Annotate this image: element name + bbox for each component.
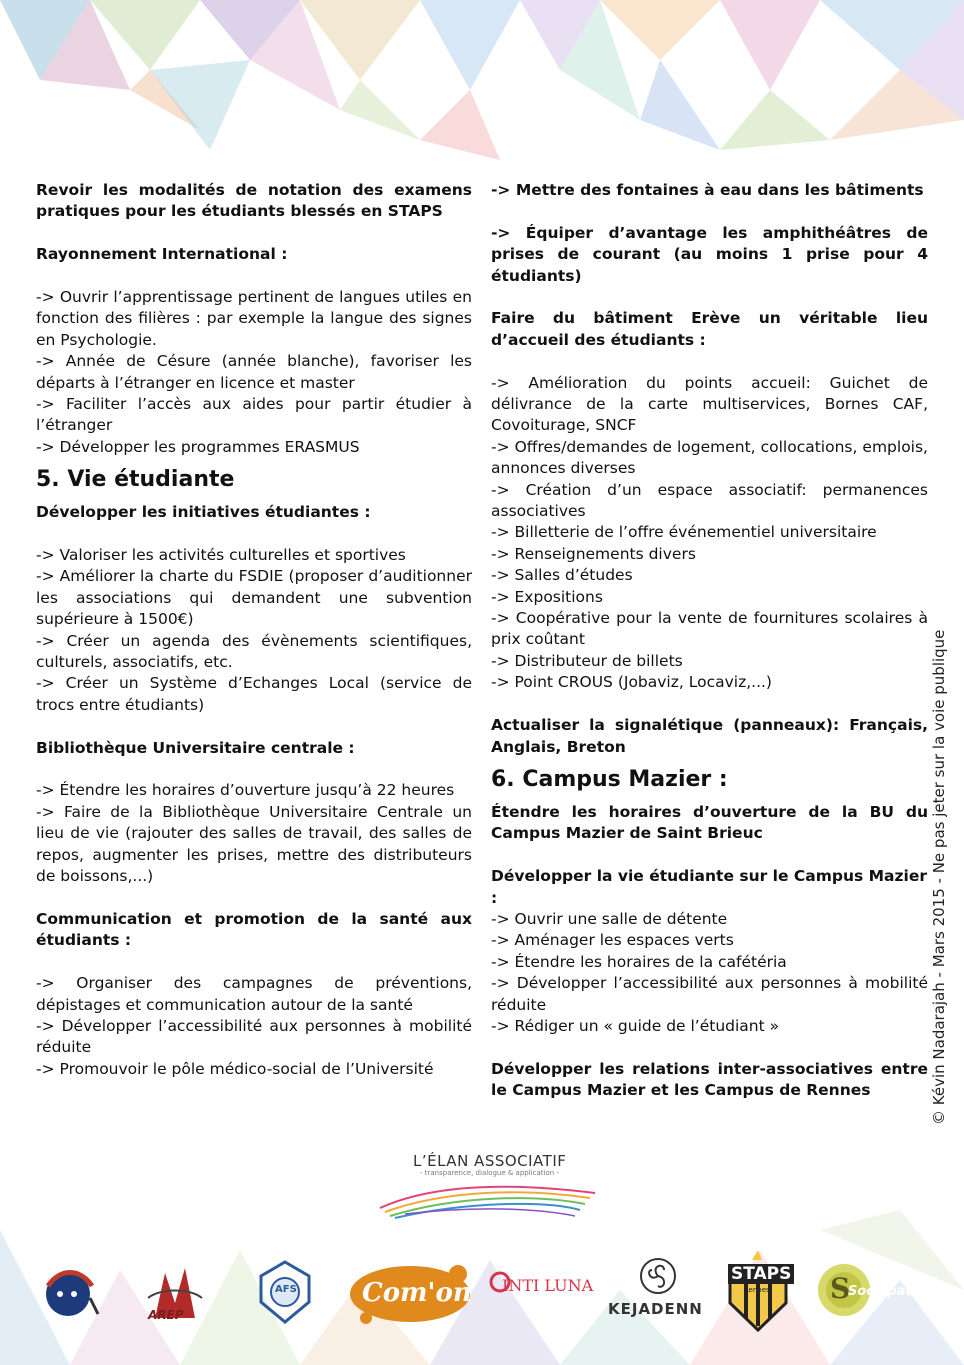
afs-logo — [255, 1258, 315, 1328]
sociopates-label: Sociopates — [848, 1284, 929, 1299]
list-item: -> Coopérative pour la vente de fournitures scolaires à prix coûtant — [491, 609, 928, 649]
kejadenn-logo — [608, 1256, 708, 1326]
amphi-item: -> Équiper d’avantage les amphithéâtres de prises de courant (au moins 1 prise pour 4 étudiants) — [491, 223, 928, 285]
relations-heading: Développer les relations inter-associatives entre le Campus Mazier et les Campus de Rennes — [491, 1059, 928, 1100]
list-item: -> Valoriser les activités culturelles et sportives — [36, 546, 406, 565]
sociopates-logo — [812, 1254, 929, 1330]
list-item: -> Faciliter l’accès aux aides pour partir étudier à l’étranger — [36, 395, 472, 435]
list-item: -> Expositions — [491, 587, 603, 606]
list-item: -> Distributeur de billets — [491, 651, 683, 670]
list-item: -> Création d’un espace associatif: permanences associatives — [491, 480, 928, 521]
signaletique-heading: Actualiser la signalétique (panneaux): Français, Anglais, Breton — [491, 716, 928, 756]
right-column — [491, 180, 928, 1102]
staps-logo — [722, 1248, 794, 1334]
inti-luna-logo — [488, 1270, 594, 1310]
elan-tagline: - transparence, dialogue & application - — [420, 1169, 559, 1177]
intro-text: Revoir les modalités de notation des examens pratiques pour les étudiants blessés en STAPS — [36, 181, 472, 221]
triskel-icon — [638, 1256, 678, 1296]
list-item: -> Amélioration du points accueil: Guichet de délivrance de la carte multiservices, Bornes CAF, Covoiturage, SNCF — [491, 373, 928, 435]
intl-heading: Rayonnement International : — [36, 245, 288, 264]
list-item: -> Développer les programmes ERASMUS — [36, 437, 360, 456]
ereve-heading: Faire du bâtiment Erève un véritable lieu d’accueil des étudiants : — [491, 309, 928, 349]
arep-logo — [140, 1258, 210, 1328]
list-item: -> Renseignements divers — [491, 544, 696, 563]
partner-logos-row — [0, 1240, 964, 1340]
list-item: -> Ouvrir une salle de détente — [491, 909, 728, 928]
sante-heading: Communication et promotion de la santé aux étudiants : — [36, 909, 472, 950]
section6-title: 6. Campus Mazier : — [491, 766, 728, 792]
list-item: -> Ouvrir l’apprentissage pertinent de langues utiles en fonction des filières : par exemple la langue des signes en Psychologie. — [36, 288, 472, 349]
decorative-triangles-top — [0, 0, 964, 180]
vie-mazier-heading: Développer la vie étudiante sur le Campus Mazier : — [491, 867, 928, 907]
list-item: -> Salles d’études — [491, 566, 633, 585]
staps-sub-label: Rennes — [744, 1286, 770, 1294]
arep-label: AREP — [148, 1308, 184, 1322]
staps-label: STAPS — [728, 1264, 794, 1284]
fontaines-item: -> Mettre des fontaines à eau dans les bâtiments — [491, 181, 924, 199]
list-item: -> Billetterie de l’offre événementiel universitaire — [491, 523, 877, 542]
inti-luna-label: INTI LUNA — [502, 1276, 594, 1295]
section5-title: 5. Vie étudiante — [36, 467, 235, 493]
bu-mazier-heading: Étendre les horaires d’ouverture de la BU du Campus Mazier de Saint Brieuc — [491, 802, 928, 843]
list-item: -> Organiser des campagnes de préventions, dépistages et communication autour de la santé — [36, 974, 472, 1014]
list-item: -> Étendre les horaires de la cafétéria — [491, 952, 787, 971]
comon-label: Com'on — [362, 1278, 472, 1308]
list-item: -> Développer l’accessibilité aux personnes à mobilité réduite — [36, 1016, 472, 1057]
list-item: -> Point CROUS (Jobaviz, Locaviz,...) — [491, 673, 772, 692]
list-item: -> Rédiger un « guide de l’étudiant » — [491, 1016, 780, 1035]
elan-title: L’ÉLAN ASSOCIATIF — [413, 1152, 567, 1170]
list-item: -> Aménager les espaces verts — [491, 931, 734, 950]
comon-logo — [348, 1260, 473, 1326]
list-item: -> Créer un agenda des évènements scientifiques, culturels, associatifs, etc. — [36, 631, 472, 672]
sociopates-initial: S — [830, 1272, 851, 1305]
bu-heading: Bibliothèque Universitaire centrale : — [36, 738, 355, 757]
list-item: -> Développer l’accessibilité aux personnes à mobilité réduite — [491, 974, 928, 1014]
list-item: -> Améliorer la charte du FSDIE (proposer d’auditionner les associations qui demandent une subvention supérieure à 1500€) — [36, 567, 472, 629]
left-column — [36, 180, 472, 1080]
list-item: -> Année de Césure (année blanche), favoriser les départs à l’étranger en licence et master — [36, 352, 472, 392]
list-item: -> Créer un Système d’Echanges Local (service de trocs entre étudiants) — [36, 674, 472, 714]
list-item: -> Faire de la Bibliothèque Universitaire Centrale un lieu de vie (rajouter des salles de travail, des salles de repos, augmenter les prises, mettre des distributeurs de boissons,...) — [36, 802, 472, 886]
afs-label: AFS — [275, 1284, 297, 1295]
mask-logo — [40, 1264, 100, 1324]
copyright-vertical: © Kévin Nadarajah - Mars 2015 - Ne pas jeter sur la voie publique — [930, 629, 948, 1125]
list-item: -> Offres/demandes de logement, collocations, emplois, annonces diverses — [491, 437, 928, 478]
kejadenn-label: KEJADENN — [608, 1300, 703, 1318]
list-item: -> Étendre les horaires d’ouverture jusqu’à 22 heures — [36, 781, 455, 800]
initiatives-heading: Développer les initiatives étudiantes : — [36, 503, 371, 522]
list-item: -> Promouvoir le pôle médico-social de l’Université — [36, 1059, 434, 1078]
